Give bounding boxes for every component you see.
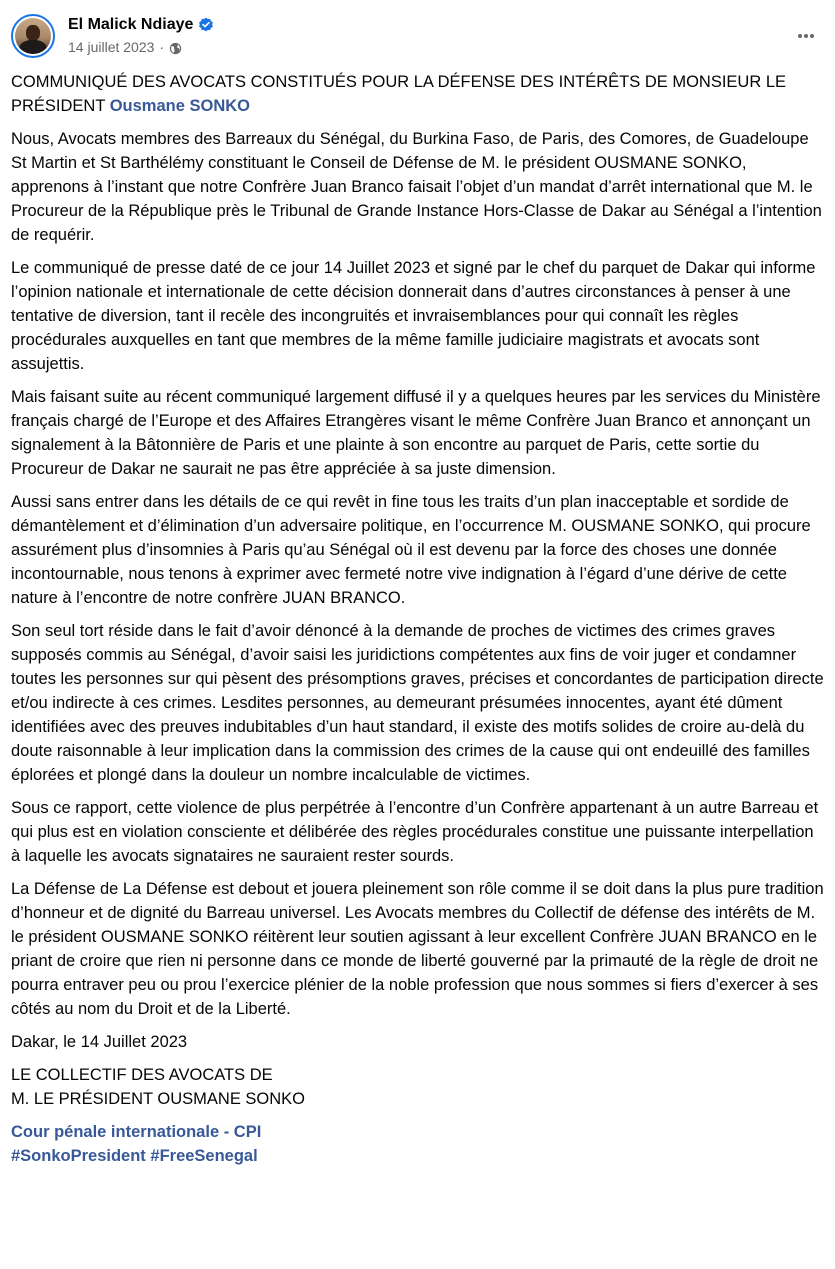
hashtag-line [11,1144,826,1168]
paragraph-2: Le communiqué de presse daté de ce jour 14 Juillet 2023 et signé par le chef du parquet de Dakar qui informe l’opinion nationale et internationale de cette décision donnerait dans d’autres circonstances à penser à une tentative de diversion, tant il recèle des incongruités et invraisemblances pour qui connaît les règles procédurales auxquelles en tant que membres de la même famille judiciaire magistrats et avocats sont assujettis. [11,259,816,373]
paragraph-1: Nous, Avocats membres des Barreaux du Sénégal, du Burkina Faso, de Paris, des Comores, de Guadeloupe St Martin et St Barthélémy constituant le Conseil de Défense de M. le président OUSMANE SONKO, apprenons à l’instant que notre Confrère Juan Branco faisait l’objet d’un mandat d’arrêt international que M. le Procureur de la République près le Tribunal de Grande Instance Hors-Classe de Dakar au Sénégal a l’intention de requérir. [11,130,822,244]
paragraph-4: Aussi sans entrer dans les détails de ce qui revêt in fine tous les traits d’un plan inacceptable et sordide de démantèlement et d’élimination d’un adversaire politique, en l’occurrence M. OUSMANE SONKO, qui procure assurément plus d’insomnies à Paris qu’au Sénégal où il est devenu par la force des choses une donnée incontournable, nous tenons à exprimer avec fermeté notre vive indignation à l’égard d’une dérive de cette nature à l’encontre de notre confrère JUAN BRANCO. [11,493,811,607]
meta-separator: · [159,39,165,55]
author-line [68,14,214,36]
post-header [11,12,824,62]
mention-link[interactable]: Ousmane SONKO [109,97,251,115]
globe-icon[interactable] [169,41,182,54]
author-name[interactable]: El Malick Ndiaye [68,16,194,33]
signature [11,1063,826,1111]
tag-page-line [11,1120,826,1144]
signature-line-2: M. LE PRÉSIDENT OUSMANE SONKO [11,1090,306,1108]
hashtag-link[interactable]: #FreeSenegal [150,1147,258,1165]
signature-line-1: LE COLLECTIF DES AVOCATS DE [11,1066,273,1084]
avatar-head-shape [26,25,40,41]
post-tags [11,1120,826,1168]
paragraph-6: Sous ce rapport, cette violence de plus perpétrée à l’encontre d’un Confrère appartenant à un autre Barreau et qui plus est en violation consciente et délibérée des règles procédurales constitue une puissante interpellation à laquelle les avocats signataires ne sauraient rester sourds. [11,799,819,865]
hashtag-link[interactable]: #SonkoPresident [11,1147,146,1165]
more-options-button[interactable] [788,18,824,54]
post-body [11,70,826,1168]
post-date[interactable]: 14 juillet 2023 [68,39,155,55]
post-title [11,70,826,118]
place-date: Dakar, le 14 Juillet 2023 [11,1033,188,1051]
author-avatar[interactable] [11,14,55,58]
post-meta [68,38,182,56]
tag-page-link[interactable]: Cour pénale internationale - CPI [11,1123,262,1141]
verified-badge-icon [198,17,214,33]
paragraph-5: Son seul tort réside dans le fait d’avoir dénoncé à la demande de proches de victimes des crimes graves supposés commis au Sénégal, d’avoir saisi les juridictions compétentes aux fins de voir juger et condamner toutes les personnes sur qui pèsent des présomptions graves, précises et concordantes de participation directe et/ou indirecte à ces crimes. Lesdites personnes, au demeurant présumées innocentes, ayant été dûment identifiées avec des preuves indubitables d’un haut standard, il existe des motifs solides de croire au-delà du doute raisonnable à leur implication dans la commission des crimes de la cause qui ont endeuillé des familles éplorées et plongé dans la douleur un nombre incalculable de victimes. [11,622,824,784]
avatar-photo [15,18,51,54]
paragraph-7: La Défense de La Défense est debout et jouera pleinement son rôle comme il se doit dans la plus pure tradition d’honneur et de dignité du Barreau universel. Les Avocats membres du Collectif de défense des intérêts de M. le président OUSMANE SONKO réitèrent leur soutien agissant à leur excellent Confrère JUAN BRANCO en le priant de croire que rien ni personne dans ce monde de liberté gouverné par la primauté de la règle de droit ne pourra entraver peu ou prou l’exercice plénier de la noble profession que nous sommes si fiers d’exercer à ses côtés au nom du Droit et de la Liberté. [11,880,824,1018]
paragraph-3: Mais faisant suite au récent communiqué largement diffusé il y a quelques heures par les services du Ministère français chargé de l’Europe et des Affaires Etrangères visant le même Confrère Juan Branco et annonçant un signalement à la Bâtonnière de Paris et une plainte à son encontre au parquet de Paris, cette sortie du Procureur de Dakar ne saurait ne pas être appréciée à sa juste dimension. [11,388,821,478]
post-title-text: COMMUNIQUÉ DES AVOCATS CONSTITUÉS POUR LA DÉFENSE DES INTÉRÊTS DE MONSIEUR LE PRÉSIDENT [11,73,787,115]
more-horizontal-icon [796,26,816,46]
avatar-body-shape [19,40,47,54]
